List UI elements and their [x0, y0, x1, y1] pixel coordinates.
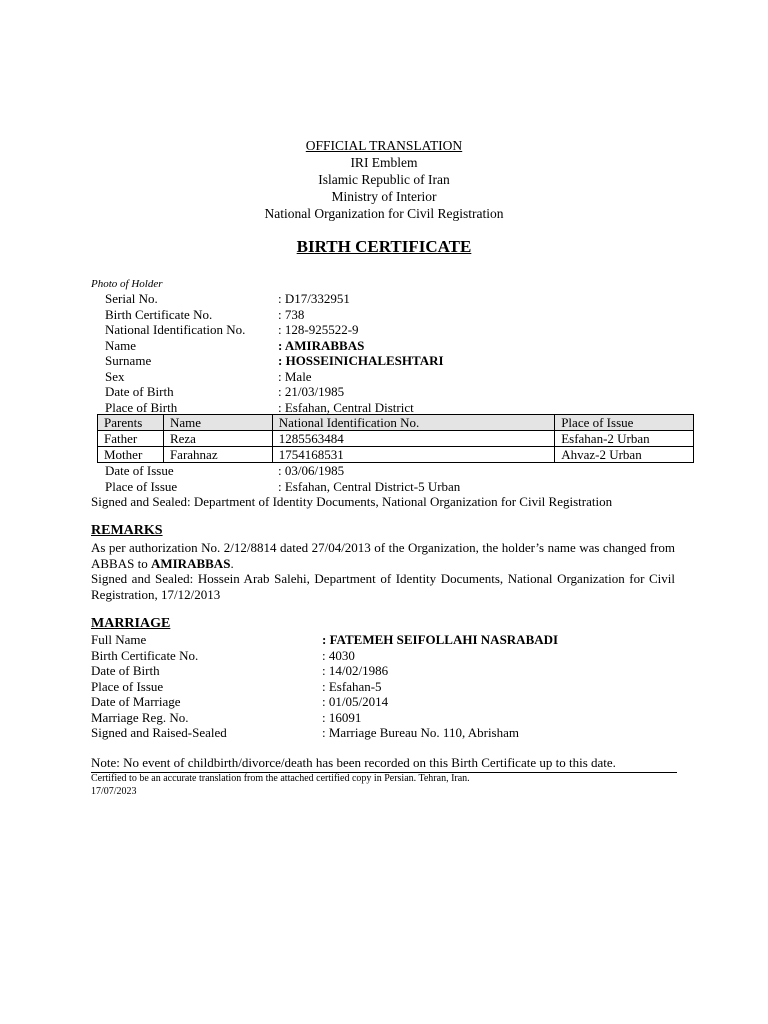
spouse-name-value: : FATEMEH SEIFOLLAHI NASRABADI	[322, 632, 559, 647]
holder-value: : D17/332951	[278, 291, 350, 306]
issue-label: Date of Issue	[105, 463, 174, 478]
country-text: Islamic Republic of Iran	[318, 172, 450, 187]
issue-value: : Esfahan, Central District-5 Urban	[278, 478, 461, 494]
organization-text: National Organization for Civil Registration	[264, 206, 504, 221]
holder-label: Name	[105, 337, 137, 353]
marriage-label: Date of Marriage	[91, 694, 181, 709]
certification-date: 17/07/2023	[91, 786, 137, 797]
table-cell: Ahvaz-2 Urban	[555, 447, 694, 463]
holder-label: Sex	[105, 368, 125, 384]
remarks-end: .	[230, 555, 234, 571]
marriage-heading: MARRIAGE	[91, 616, 171, 631]
column-header: Name	[163, 415, 272, 431]
table-header-row	[98, 415, 694, 431]
column-header: Place of Issue	[555, 415, 694, 431]
official-translation-heading: OFFICIAL TRANSLATION	[305, 138, 463, 153]
marriage-row	[91, 679, 558, 695]
table-row	[98, 447, 694, 463]
holder-name-value: : AMIRABBAS	[278, 337, 365, 353]
holder-value: : 128-925522-9	[278, 322, 359, 337]
ministry-text: Ministry of Interior	[331, 189, 437, 204]
holder-value: : 21/03/1985	[278, 384, 345, 399]
marriage-value: : Esfahan-5	[322, 678, 382, 694]
marriage-label: Place of Issue	[91, 678, 164, 694]
table-cell: Esfahan-2 Urban	[555, 431, 694, 447]
marriage-row	[91, 710, 558, 726]
holder-value: : Esfahan, Central District	[278, 399, 414, 415]
holder-value: : Male	[278, 368, 312, 384]
holder-label: Surname	[105, 353, 152, 368]
holder-row	[105, 291, 444, 307]
holder-label: Birth Certificate No.	[105, 306, 213, 322]
table-cell: 1754168531	[272, 447, 554, 463]
marriage-row	[91, 725, 558, 741]
holder-label: Serial No.	[105, 291, 158, 306]
table-cell: Farahnaz	[163, 447, 272, 463]
column-header: Parents	[98, 415, 164, 431]
table-row	[98, 431, 694, 447]
remarks-heading: REMARKS	[91, 523, 163, 538]
table-cell: Reza	[163, 431, 272, 447]
certification-statement: Certified to be an accurate translation from the attached certified copy in Persian. Tehran, Iran.	[91, 773, 470, 784]
marriage-value: : 4030	[322, 647, 355, 663]
marriage-row	[91, 648, 558, 664]
issue-details	[105, 463, 460, 494]
parents-table	[97, 414, 694, 463]
issue-value: : 03/06/1985	[278, 463, 345, 478]
holder-row	[105, 307, 444, 323]
marriage-label: Marriage Reg. No.	[91, 709, 189, 725]
marriage-row	[91, 663, 558, 679]
marriage-value: : 14/02/1986	[322, 663, 389, 678]
remarks-signature-paragraph: Signed and Sealed: Hossein Arab Salehi, Department of Identity Documents, National Organization for Civil Registration, 17/12/2013	[91, 571, 675, 602]
holder-row	[105, 384, 444, 400]
document-title: BIRTH CERTIFICATE	[296, 237, 472, 256]
marriage-value: : Marriage Bureau No. 110, Abrisham	[322, 725, 519, 740]
marriage-label: Full Name	[91, 632, 147, 647]
holder-row	[105, 322, 444, 338]
marriage-value: : 01/05/2014	[322, 694, 389, 709]
remarks-paragraph	[91, 540, 675, 571]
remarks-new-name: AMIRABBAS	[150, 555, 231, 571]
marriage-row	[91, 694, 558, 710]
marriage-label: Birth Certificate No.	[91, 647, 199, 663]
document-header	[0, 137, 768, 222]
holder-details	[105, 291, 444, 415]
holder-value: : 738	[278, 306, 305, 322]
issue-row	[105, 479, 460, 495]
holder-label: Place of Birth	[105, 399, 178, 415]
marriage-label: Date of Birth	[91, 663, 160, 678]
column-header: National Identification No.	[272, 415, 554, 431]
holder-row	[105, 353, 444, 369]
holder-row	[105, 338, 444, 354]
holder-label: National Identification No.	[105, 322, 246, 337]
emblem-text: IRI Emblem	[350, 155, 418, 170]
table-cell: 1285563484	[272, 431, 554, 447]
photo-of-holder-label: Photo of Holder	[91, 278, 163, 290]
table-cell: Father	[98, 431, 164, 447]
marriage-details	[91, 632, 558, 741]
issue-row	[105, 463, 460, 479]
marriage-row	[91, 632, 558, 648]
holder-row	[105, 369, 444, 385]
remarks-text: As per authorization No. 2/12/8814 dated 27/04/2013 of the Organization, the holder’s name was changed from ABBAS to	[91, 540, 675, 571]
marriage-label: Signed and Raised-Sealed	[91, 725, 227, 740]
holder-surname-value: : HOSSEINICHALESHTARI	[278, 353, 444, 368]
holder-row	[105, 400, 444, 416]
note-text: Note: No event of childbirth/divorce/death has been recorded on this Birth Certificate up to this date.	[91, 755, 677, 773]
issue-label: Place of Issue	[105, 478, 178, 494]
holder-label: Date of Birth	[105, 384, 174, 399]
signed-and-sealed-text: Signed and Sealed: Department of Identity Documents, National Organization for Civil Registration	[91, 494, 613, 509]
marriage-value: : 16091	[322, 709, 362, 725]
table-cell: Mother	[98, 447, 164, 463]
